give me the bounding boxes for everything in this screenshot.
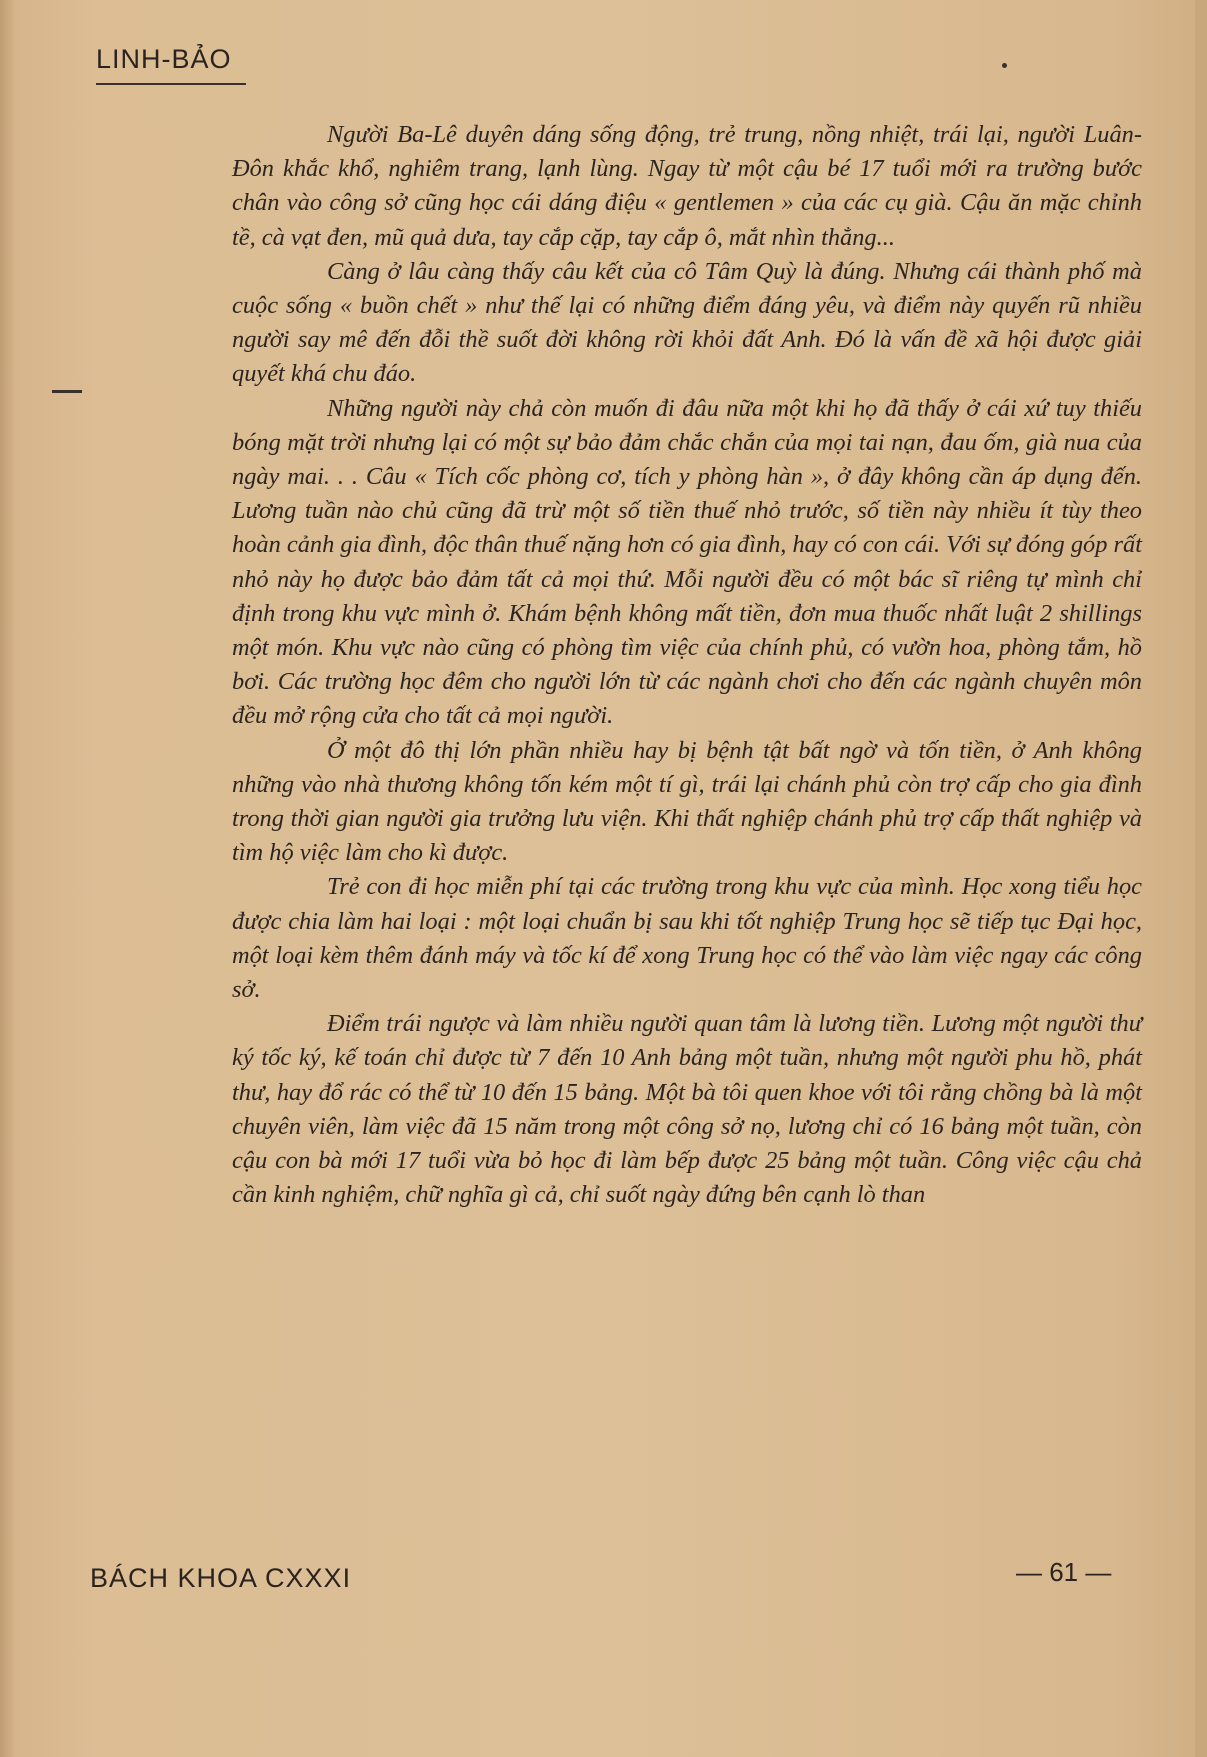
paragraph: Người Ba-Lê duyên dáng sống động, trẻ trung, nồng nhiệt, trái lại, người Luân-Đôn khắc khổ, nghiêm trang, lạnh lùng. Ngay từ một cậu bé 17 tuổi mới ra trường bước chân vào công sở cũng học cái dáng điệu « gentlemen » của các cụ già. Cậu ăn mặc chỉnh tề, cà vạt đen, mũ quả dưa, tay cắp cặp, tay cắp ô, mắt nhìn thẳng... bbox=[232, 121, 1142, 251]
journal-footer: BÁCH KHOA CXXXI bbox=[90, 1563, 352, 1593]
page-left-edge bbox=[0, 0, 14, 1757]
paragraph: Điểm trái ngược và làm nhiều người quan tâm là lương tiền. Lương một người thư ký tốc ký, kế toán chỉ được từ 7 đến 10 Anh bảng một tuần, nhưng một người phu hồ, phát thư, hay đổ rác có thể từ 10 đến 15 bảng. Một bà tôi quen khoe với tôi rằng chồng bà là một chuyên viên, làm việc đã 15 năm trong một công sở nọ, lương chỉ có 16 bảng một tuần, còn cậu con bà mới 17 tuổi vừa bỏ học đi làm bếp được 25 bảng một tuần. Công việc cậu chả cần kinh nghiệm, chữ nghĩa gì cả, chỉ suốt ngày đứng bên cạnh lò than bbox=[232, 1010, 1142, 1209]
paragraph: Ở một đô thị lớn phần nhiều hay bị bệnh tật bất ngờ và tốn tiền, ở Anh không những vào nhà thương không tốn kém một tí gì, trái lại chánh phủ còn trợ cấp cho gia đình trong thời gian người gia trưởng lưu viện. Khi thất nghiệp chánh phủ trợ cấp thất nghiệp và tìm hộ việc làm cho kì được. bbox=[232, 736, 1142, 867]
article-body bbox=[232, 118, 1142, 1213]
page-number: — 61 — bbox=[1016, 1557, 1112, 1587]
page-right-edge bbox=[1195, 0, 1207, 1757]
running-header-author: LINH-BẢO bbox=[96, 44, 232, 74]
paragraph: Những người này chả còn muốn đi đâu nữa một khi họ đã thấy ở cái xứ tuy thiếu bóng mặt trời nhưng lại có một sự bảo đảm chắc chắn của mọi tai nạn, đau ốm, già nua của ngày mai. . . Câu « Tích cốc phòng cơ, tích y phòng hàn », ở đây không cần áp dụng đến. Lương tuần nào chủ cũng đã trừ một số tiền thuế nhỏ trước, số tiền này nhiều ít tùy theo hoàn cảnh gia đình, độc thân thuế nặng hơn có gia đình, hay có con cái. Với sự đóng góp rất nhỏ này họ được bảo đảm tất cả mọi thứ. Mỗi người đều có một bác sĩ riêng tự mình chỉ định trong khu vực mình ở. Khám bệnh không mất tiền, đơn mua thuốc nhất luật 2 shillings một món. Khu vực nào cũng có phòng tìm việc của chính phủ, có vườn hoa, phòng tắm, hồ bơi. Các trường học đêm cho người lớn từ các ngành chơi cho đến các ngành chuyên môn đều mở rộng cửa cho tất cả mọi người. bbox=[232, 394, 1142, 730]
margin-mark bbox=[52, 390, 82, 393]
header-underline bbox=[96, 83, 246, 85]
paragraph: Càng ở lâu càng thấy câu kết của cô Tâm Quỳ là đúng. Nhưng cái thành phố mà cuộc sống « buồn chết » như thế lại có những điểm đáng yêu, và điểm này quyến rũ nhiều người say mê đến đỗi thề suốt đời không rời khỏi đất Anh. Đó là vấn đề xã hội được giải quyết khá chu đáo. bbox=[232, 257, 1142, 388]
ink-dot bbox=[1002, 63, 1007, 68]
paragraph: Trẻ con đi học miễn phí tại các trường trong khu vực của mình. Học xong tiểu học được chia làm hai loại : một loại chuẩn bị sau khi tốt nghiệp Trung học sẽ tiếp tục Đại học, một loại kèm thêm đánh máy và tốc kí để xong Trung học có thể vào làm việc ngay các công sở. bbox=[232, 873, 1142, 1004]
